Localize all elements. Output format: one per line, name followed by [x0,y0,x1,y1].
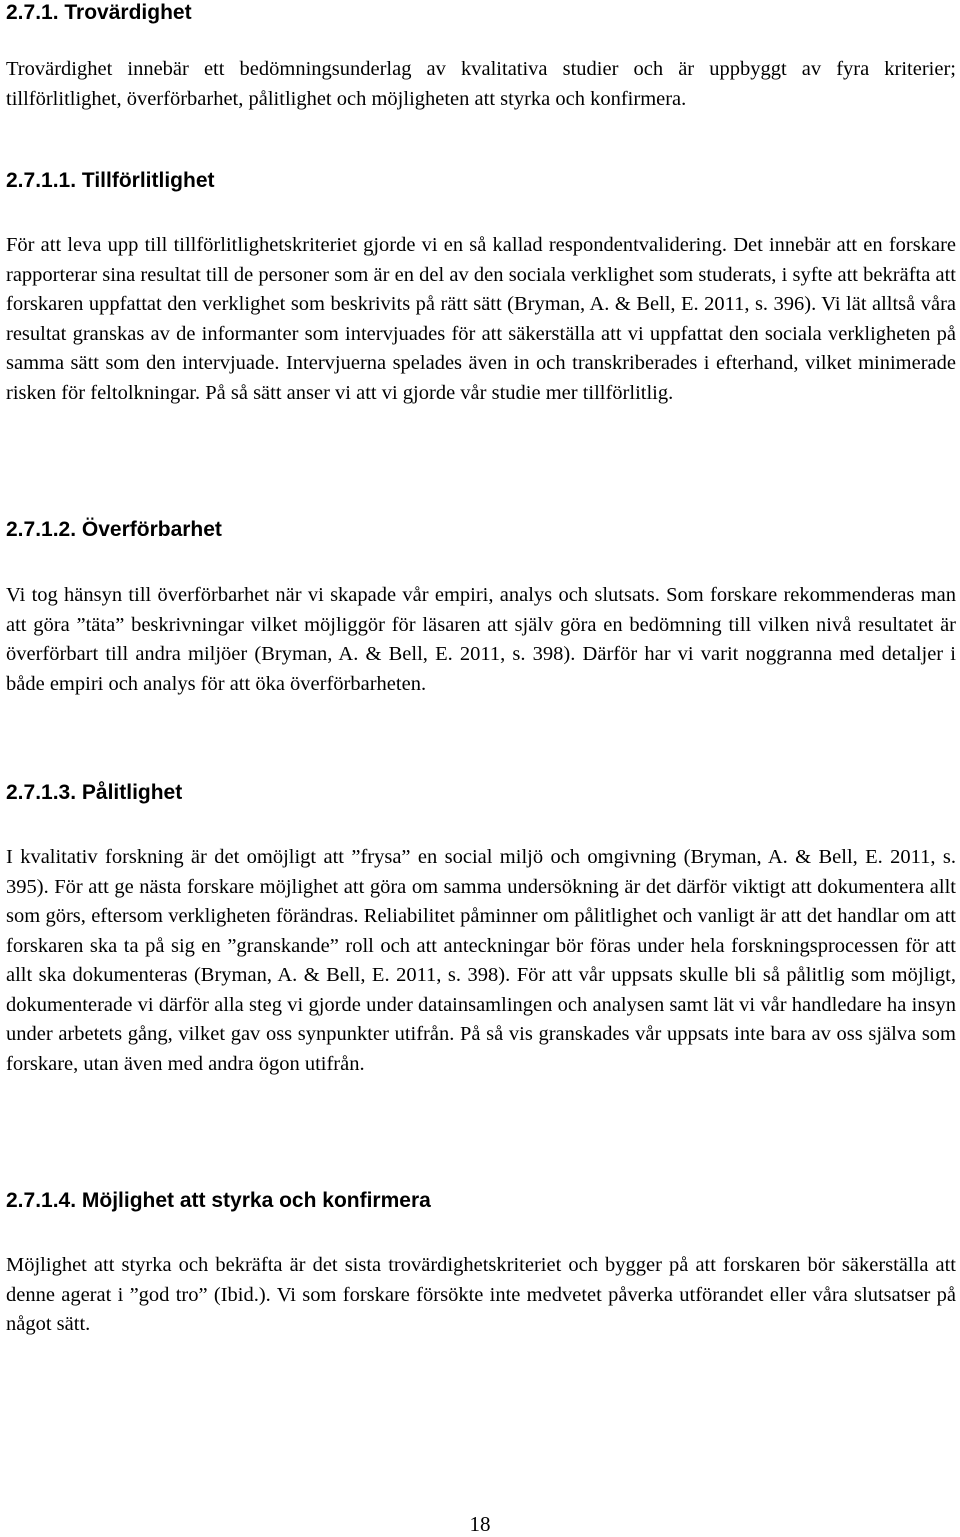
subsection-heading-mojlighet: 2.7.1.4. Möjlighet att styrka och konfirmera [6,1189,431,1212]
subsection-heading-tillforlitlighet: 2.7.1.1. Tillförlitlighet [6,169,215,192]
paragraph-palitlighet: I kvalitativ forskning är det omöjligt att ”frysa” en social miljö och omgivning (Bryman, A. & Bell, E. 2011, s. 395). För att ge nästa forskare möjlighet att göra om samma undersökning är det därför viktigt att dokumentera allt som görs, eftersom verkligheten förändras. Reliabilitet påminner om pålitlighet och vanligt är att det handlar om att forskaren ska ta på sig en ”granskande” roll och att anteckningar bör föras under hela forskningsprocessen för att allt ska dokumenteras (Bryman, A. & Bell, E. 2011, s. 398). För att vår uppsats skulle bli så pålitlig som möjligt, dokumenterade vi därför alla steg vi gjorde under datainsamlingen och analysen samt lät vi vår handledare ha insyn under arbetets gång, vilket gav oss synpunkter utifrån. På så vis granskades vår uppsats inte bara av oss själva som forskare, utan även med andra ögon utifrån. [6,846,956,1075]
paragraph-tillforlitlighet: För att leva upp till tillförlitlighetskriteriet gjorde vi en så kallad respondentvalidering. Det innebär att en forskare rapporterar sina resultat till de personer som är en del av den sociala verklighet som studerats, i syfte att bekräfta att forskaren uppfattat den verklighet som beskrivits på rätt sätt (Bryman, A. & Bell, E. 2011, s. 396). Vi lät alltså våra resultat granskas av de informanter som intervjuades för att säkerställa att vi uppfattat den sociala verkligheten på samma sätt som den intervjuade. Intervjuerna spelades även in och transkriberades i efterhand, vilket minimerade risken för feltolkningar. På så sätt anser vi att vi gjorde vår studie mer tillförlitlig. [6,234,956,404]
section-heading-trovardighet: 2.7.1. Trovärdighet [6,1,192,24]
intro-paragraph: Trovärdighet innebär ett bedömningsunderlag av kvalitativa studier och är uppbyggt av fyra kriterier; tillförlitlighet, överförbarhet, pålitlighet och möjligheten att styrka och konfirmera. [6,58,956,110]
subsection-heading-overforbarhet: 2.7.1.2. Överförbarhet [6,518,222,541]
subsection-heading-palitlighet: 2.7.1.3. Pålitlighet [6,781,183,804]
page-number: 18 [469,1512,491,1536]
paragraph-overforbarhet: Vi tog hänsyn till överförbarhet när vi skapade vår empiri, analys och slutsats. Som forskare rekommenderas man att göra ”täta” beskrivningar vilket möjliggör för läsaren att själv göra en bedömning till vilken nivå resultatet är överförbart till andra miljöer (Bryman, A. & Bell, E. 2011, s. 398). Därför har vi varit noggranna med detaljer i både empiri och analys för att öka överförbarheten. [6,584,956,695]
paragraph-mojlighet: Möjlighet att styrka och bekräfta är det sista trovärdighetskriteriet och bygger på att forskaren bör säkerställa att denne agerat i ”god tro” (Ibid.). Vi som forskare försökte inte medvetet påverka utförandet eller våra slutsatser på något sätt. [6,1254,956,1335]
